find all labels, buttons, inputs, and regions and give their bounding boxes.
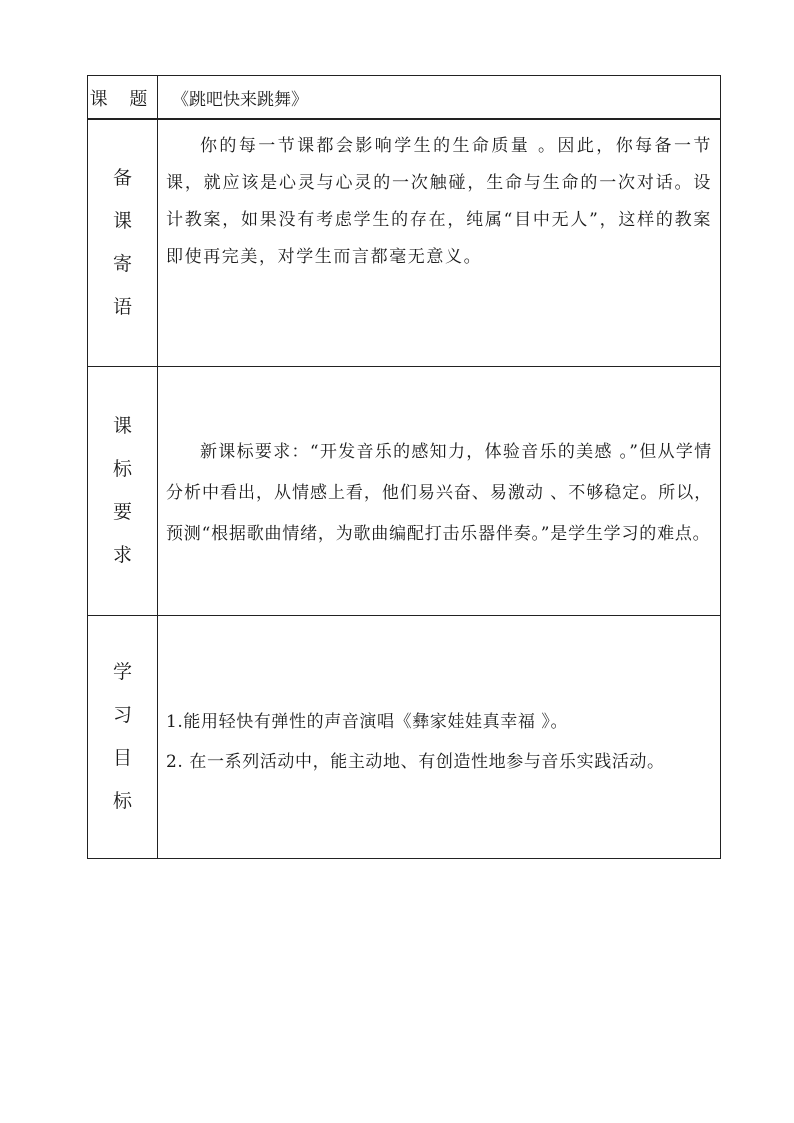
- label-char: 标: [112, 790, 132, 812]
- lesson-body-table: [87, 118, 721, 859]
- label-char: 课: [112, 209, 132, 232]
- learning-goals-row: [88, 616, 721, 859]
- curriculum-standard-text: 新课标要求：“开发音乐的感知力，体验音乐的美感 。”但从学情分析中看出，从情感上看，他们易兴奋、易激动 、不够稳定。所以，预测“根据歌曲情绪，为歌曲编配打击乐器伴奏。”是学生学习的难点。: [166, 441, 712, 544]
- label-char: 标: [112, 458, 132, 480]
- goal-item: 1.能用轻快有弹性的声音演唱《彝家娃娃真幸福 》。: [166, 712, 569, 732]
- label-char: 课: [112, 415, 132, 437]
- label-char: 要: [112, 501, 132, 523]
- title-label-cell: [88, 76, 158, 120]
- curriculum-standard-content: [158, 367, 721, 616]
- label-char: 寄: [112, 252, 132, 275]
- label-char: 目: [112, 747, 132, 769]
- learning-goals-content: [158, 616, 721, 859]
- label-char: 习: [112, 704, 132, 726]
- curriculum-standard-row: [88, 367, 721, 616]
- label-char: 语: [112, 295, 132, 318]
- learning-goals-list: [158, 692, 720, 782]
- title-value-cell: [158, 76, 721, 120]
- goal-item: 2. 在一系列活动中，能主动地、有创造性地参与音乐实践活动。: [166, 752, 665, 772]
- label-char: 学: [112, 661, 132, 683]
- title-label: 课 题: [89, 88, 156, 110]
- preparation-message-row: [88, 119, 721, 367]
- lesson-plan-table: [87, 75, 721, 120]
- lesson-title: 《跳吧快来跳舞》: [172, 90, 308, 110]
- preparation-message-label: [88, 119, 158, 367]
- preparation-message-content: [158, 119, 721, 367]
- title-row: [88, 76, 721, 120]
- preparation-message-text: 你的每一节课都会影响学生的生命质量 。因此，你每备一节课，就应该是心灵与心灵的一次触碰，生命与生命的一次对话。设计教案，如果没有考虑学生的存在，纯属“目中无人”，这样的教案即使再完美，对学生而言都毫无意义。: [166, 136, 712, 267]
- learning-goals-label: [88, 616, 158, 859]
- label-char: 求: [112, 544, 132, 566]
- label-char: 备: [112, 166, 132, 189]
- curriculum-standard-label: [88, 367, 158, 616]
